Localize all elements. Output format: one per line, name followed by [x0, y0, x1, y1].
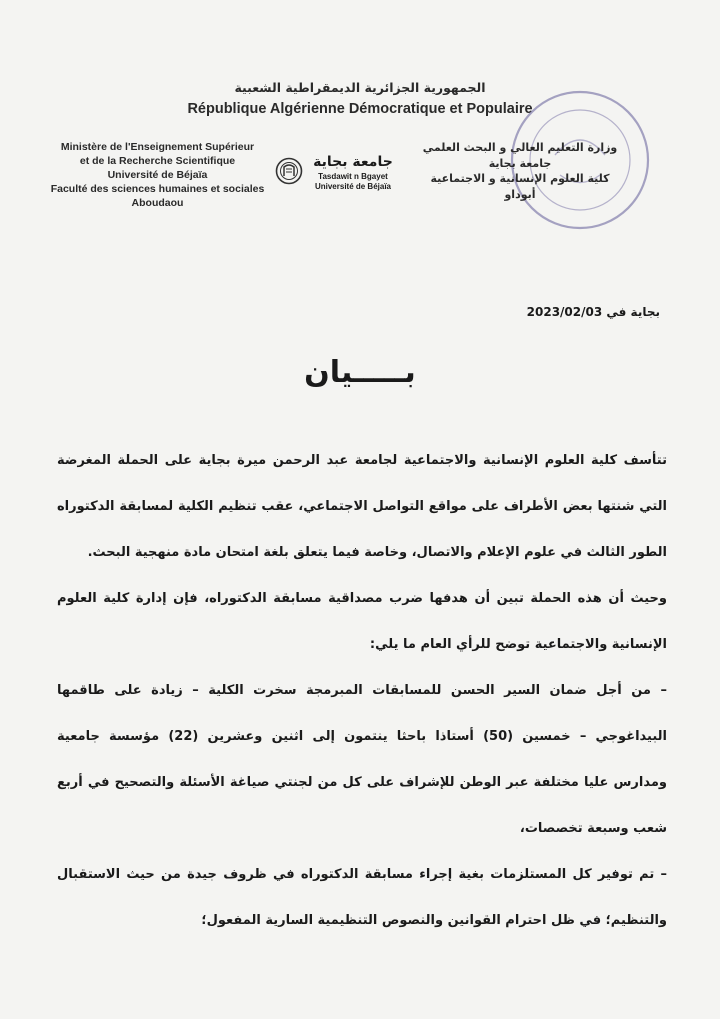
logo-french-name: Université de Béjaïa [314, 182, 392, 191]
right-line-3: كلية العلوم الإنسانية و الاجتماعية [430, 172, 610, 185]
ministry-header-french [50, 140, 265, 210]
paragraph-1: تتأسف كلية العلوم الإنسانية والاجتماعية لجامعة عبد الرحمن ميرة بجاية على الحملة المغرضة التي شنتها بعض الأطراف على مواقع التواصل الاجتماعي، عقب تنظيم الكلية لمسابقة الدكتوراه الطور الثالث في علوم الإعلام والاتصال، وخاصة فيما يتعلق بلغة امتحان مادة منهجية البحث. [57, 453, 667, 560]
paragraph-3: – من أجل ضمان السير الحسن للمسابقات المبرمجة سخرت الكلية – زيادة على طاقمها البيداغوجي – خمسين (50) أستاذا باحثا ينتمون إلى اثنين وعشرين (22) مؤسسة جامعية ومدارس عليا مختلفة عبر الوطن للإشراف على كل من لجنتي صياغة الأسئلة والتصحيح في أربع شعب وسبعة تخصصات، [57, 683, 667, 836]
logo-kabyle-name: Tasdawit n Bgayet [318, 172, 388, 181]
french-republic-heading: République Algérienne Démocratique et Populaire [187, 101, 533, 117]
document-date: بجاية في 2023/02/03 [526, 305, 660, 319]
left-line-5: Aboudaou [131, 197, 184, 209]
arabic-republic-heading: الجمهورية الجزائرية الديمقراطية الشعبية [234, 80, 486, 95]
university-emblem-icon [275, 157, 303, 185]
logo-arabic-name: جامعة بجاية [313, 154, 393, 170]
university-logo [275, 155, 395, 195]
left-line-3: Université de Béjaïa [107, 169, 208, 181]
document-title: بـــــيان [304, 355, 416, 390]
left-line-1: Ministère de l'Enseignement Supérieur [60, 141, 255, 153]
right-line-4: أبوداو [504, 187, 536, 201]
left-line-2: et de la Recherche Scientifique [79, 155, 236, 167]
right-line-2: جامعة بجاية [488, 156, 552, 170]
left-line-4: Faculté des sciences humaines et sociales [50, 183, 265, 195]
statement-body [57, 438, 667, 944]
right-line-1: وزارة التعليم العالي و البحث العلمي [422, 141, 618, 154]
paragraph-2: وحيث أن هذه الحملة تبين أن هدفها ضرب مصداقية مسابقة الدكتوراه، فإن إدارة كلية العلوم الإنسانية والاجتماعية توضح للرأي العام ما يلي: [57, 591, 667, 652]
paragraph-4: – تم توفير كل المستلزمات بغية إجراء مسابقة الدكتوراه في ظروف جيدة من حيث الاستقبال والتنظيم؛ في ظل احترام القوانين والنصوص التنظيمية السارية المفعول؛ [57, 867, 667, 928]
ministry-header-arabic [420, 140, 620, 202]
